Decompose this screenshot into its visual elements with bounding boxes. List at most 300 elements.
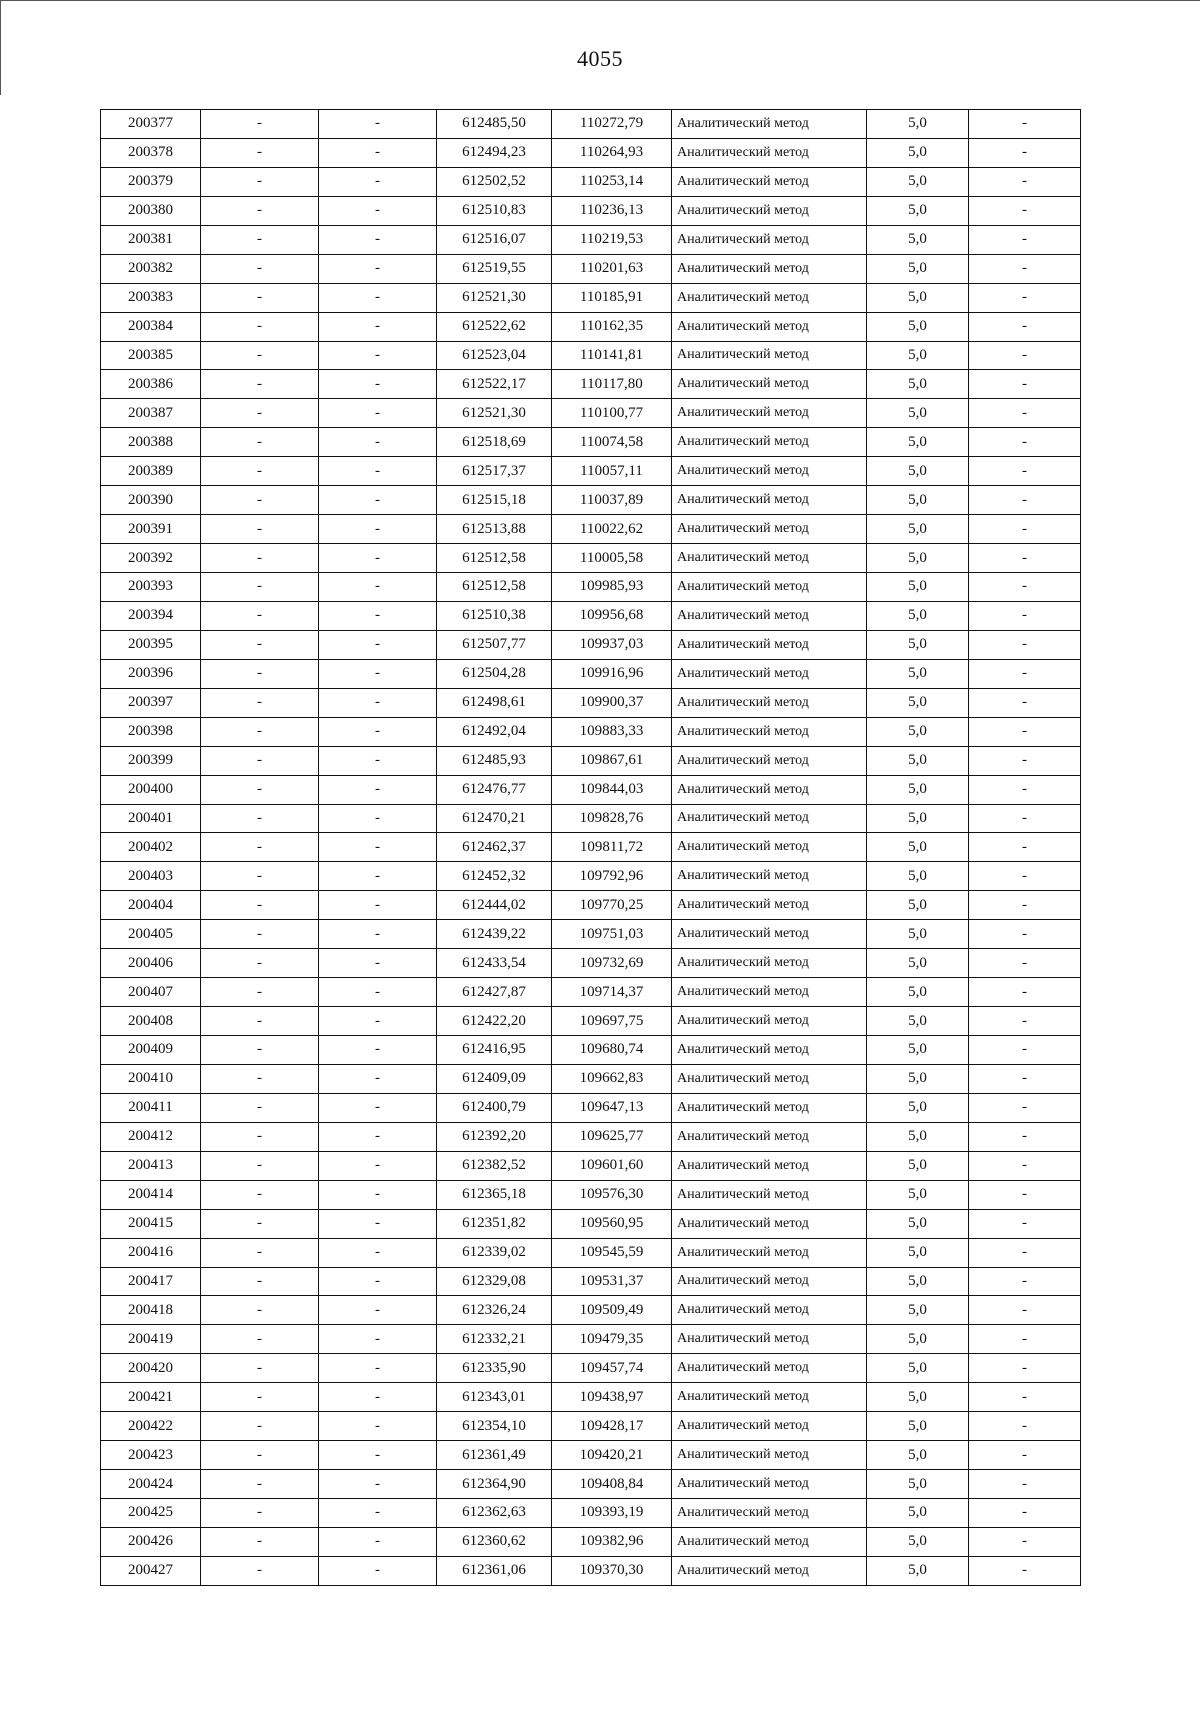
coord-x-cell: 612510,83 <box>437 196 552 225</box>
method-cell: Аналитический метод <box>672 1441 867 1470</box>
dash-cell-3: - <box>319 1122 437 1151</box>
coord-y-cell: 109844,03 <box>552 775 672 804</box>
table-row <box>101 1122 1081 1151</box>
table-row <box>101 746 1081 775</box>
method-cell: Аналитический метод <box>672 1122 867 1151</box>
dash-cell-3: - <box>319 370 437 399</box>
dash-cell-2: - <box>201 746 319 775</box>
coord-y-cell: 109438,97 <box>552 1383 672 1412</box>
method-cell: Аналитический метод <box>672 196 867 225</box>
dash-cell-3: - <box>319 1325 437 1354</box>
method-cell: Аналитический метод <box>672 601 867 630</box>
dash-cell-3: - <box>319 312 437 341</box>
precision-cell: 5,0 <box>867 920 969 949</box>
precision-cell: 5,0 <box>867 630 969 659</box>
table-row <box>101 717 1081 746</box>
precision-cell: 5,0 <box>867 1499 969 1528</box>
dash-cell-last: - <box>969 1209 1081 1238</box>
coord-y-cell: 110162,35 <box>552 312 672 341</box>
coord-y-cell: 110272,79 <box>552 110 672 139</box>
dash-cell-last: - <box>969 110 1081 139</box>
coord-y-cell: 109408,84 <box>552 1470 672 1499</box>
dash-cell-3: - <box>319 659 437 688</box>
precision-cell: 5,0 <box>867 862 969 891</box>
dash-cell-3: - <box>319 601 437 630</box>
point-id-cell: 200402 <box>101 833 201 862</box>
dash-cell-2: - <box>201 1122 319 1151</box>
precision-cell: 5,0 <box>867 573 969 602</box>
dash-cell-3: - <box>319 978 437 1007</box>
table-row <box>101 486 1081 515</box>
dash-cell-3: - <box>319 833 437 862</box>
dash-cell-3: - <box>319 804 437 833</box>
coord-x-cell: 612361,49 <box>437 1441 552 1470</box>
precision-cell: 5,0 <box>867 457 969 486</box>
point-id-cell: 200423 <box>101 1441 201 1470</box>
precision-cell: 5,0 <box>867 1180 969 1209</box>
precision-cell: 5,0 <box>867 775 969 804</box>
point-id-cell: 200405 <box>101 920 201 949</box>
dash-cell-2: - <box>201 717 319 746</box>
coord-y-cell: 109647,13 <box>552 1093 672 1122</box>
dash-cell-2: - <box>201 630 319 659</box>
coord-x-cell: 612512,58 <box>437 573 552 602</box>
coord-x-cell: 612439,22 <box>437 920 552 949</box>
dash-cell-3: - <box>319 1470 437 1499</box>
coord-x-cell: 612519,55 <box>437 254 552 283</box>
table-row <box>101 1412 1081 1441</box>
dash-cell-last: - <box>969 717 1081 746</box>
dash-cell-2: - <box>201 1238 319 1267</box>
coord-x-cell: 612400,79 <box>437 1093 552 1122</box>
coord-y-cell: 109714,37 <box>552 978 672 1007</box>
dash-cell-2: - <box>201 515 319 544</box>
point-id-cell: 200426 <box>101 1527 201 1556</box>
coord-y-cell: 110141,81 <box>552 341 672 370</box>
dash-cell-3: - <box>319 1036 437 1065</box>
dash-cell-last: - <box>969 688 1081 717</box>
table-row <box>101 167 1081 196</box>
table-row <box>101 630 1081 659</box>
point-id-cell: 200387 <box>101 399 201 428</box>
method-cell: Аналитический метод <box>672 688 867 717</box>
table-row <box>101 1209 1081 1238</box>
dash-cell-2: - <box>201 978 319 1007</box>
dash-cell-last: - <box>969 833 1081 862</box>
dash-cell-2: - <box>201 370 319 399</box>
coord-x-cell: 612515,18 <box>437 486 552 515</box>
coord-y-cell: 110201,63 <box>552 254 672 283</box>
precision-cell: 5,0 <box>867 746 969 775</box>
dash-cell-2: - <box>201 1412 319 1441</box>
dash-cell-last: - <box>969 862 1081 891</box>
dash-cell-last: - <box>969 1238 1081 1267</box>
point-id-cell: 200399 <box>101 746 201 775</box>
dash-cell-3: - <box>319 1180 437 1209</box>
dash-cell-3: - <box>319 110 437 139</box>
coord-x-cell: 612517,37 <box>437 457 552 486</box>
dash-cell-last: - <box>969 544 1081 573</box>
table-row <box>101 775 1081 804</box>
table-row <box>101 1151 1081 1180</box>
precision-cell: 5,0 <box>867 428 969 457</box>
method-cell: Аналитический метод <box>672 1499 867 1528</box>
table-row <box>101 457 1081 486</box>
table-row <box>101 138 1081 167</box>
dash-cell-last: - <box>969 775 1081 804</box>
dash-cell-2: - <box>201 1093 319 1122</box>
point-id-cell: 200397 <box>101 688 201 717</box>
method-cell: Аналитический метод <box>672 312 867 341</box>
coord-y-cell: 110057,11 <box>552 457 672 486</box>
precision-cell: 5,0 <box>867 601 969 630</box>
precision-cell: 5,0 <box>867 1383 969 1412</box>
point-id-cell: 200386 <box>101 370 201 399</box>
precision-cell: 5,0 <box>867 1354 969 1383</box>
method-cell: Аналитический метод <box>672 341 867 370</box>
method-cell: Аналитический метод <box>672 1470 867 1499</box>
dash-cell-last: - <box>969 630 1081 659</box>
dash-cell-2: - <box>201 1007 319 1036</box>
method-cell: Аналитический метод <box>672 1093 867 1122</box>
coord-y-cell: 109900,37 <box>552 688 672 717</box>
point-id-cell: 200395 <box>101 630 201 659</box>
point-id-cell: 200403 <box>101 862 201 891</box>
method-cell: Аналитический метод <box>672 775 867 804</box>
method-cell: Аналитический метод <box>672 1556 867 1585</box>
dash-cell-2: - <box>201 196 319 225</box>
precision-cell: 5,0 <box>867 399 969 428</box>
precision-cell: 5,0 <box>867 659 969 688</box>
dash-cell-3: - <box>319 1151 437 1180</box>
dash-cell-3: - <box>319 862 437 891</box>
dash-cell-3: - <box>319 1412 437 1441</box>
method-cell: Аналитический метод <box>672 891 867 920</box>
coord-y-cell: 109382,96 <box>552 1527 672 1556</box>
dash-cell-last: - <box>969 1296 1081 1325</box>
dash-cell-last: - <box>969 1267 1081 1296</box>
coord-x-cell: 612427,87 <box>437 978 552 1007</box>
point-id-cell: 200383 <box>101 283 201 312</box>
table-row <box>101 949 1081 978</box>
coord-y-cell: 109732,69 <box>552 949 672 978</box>
point-id-cell: 200413 <box>101 1151 201 1180</box>
point-id-cell: 200424 <box>101 1470 201 1499</box>
point-id-cell: 200396 <box>101 659 201 688</box>
table-row <box>101 1325 1081 1354</box>
point-id-cell: 200381 <box>101 225 201 254</box>
method-cell: Аналитический метод <box>672 254 867 283</box>
coord-y-cell: 110264,93 <box>552 138 672 167</box>
precision-cell: 5,0 <box>867 167 969 196</box>
dash-cell-2: - <box>201 110 319 139</box>
coord-x-cell: 612516,07 <box>437 225 552 254</box>
table-row <box>101 1527 1081 1556</box>
dash-cell-2: - <box>201 312 319 341</box>
point-id-cell: 200398 <box>101 717 201 746</box>
method-cell: Аналитический метод <box>672 370 867 399</box>
coord-y-cell: 110022,62 <box>552 515 672 544</box>
dash-cell-3: - <box>319 167 437 196</box>
dash-cell-3: - <box>319 688 437 717</box>
point-id-cell: 200419 <box>101 1325 201 1354</box>
method-cell: Аналитический метод <box>672 1238 867 1267</box>
dash-cell-2: - <box>201 167 319 196</box>
dash-cell-last: - <box>969 978 1081 1007</box>
precision-cell: 5,0 <box>867 1556 969 1585</box>
coord-y-cell: 109916,96 <box>552 659 672 688</box>
method-cell: Аналитический метод <box>672 746 867 775</box>
table-row <box>101 833 1081 862</box>
precision-cell: 5,0 <box>867 1093 969 1122</box>
coord-x-cell: 612362,63 <box>437 1499 552 1528</box>
coord-x-cell: 612409,09 <box>437 1064 552 1093</box>
dash-cell-last: - <box>969 196 1081 225</box>
precision-cell: 5,0 <box>867 1064 969 1093</box>
method-cell: Аналитический метод <box>672 1209 867 1238</box>
dash-cell-last: - <box>969 254 1081 283</box>
table-row <box>101 573 1081 602</box>
coord-x-cell: 612470,21 <box>437 804 552 833</box>
method-cell: Аналитический метод <box>672 486 867 515</box>
coord-y-cell: 109545,59 <box>552 1238 672 1267</box>
coord-x-cell: 612462,37 <box>437 833 552 862</box>
precision-cell: 5,0 <box>867 891 969 920</box>
dash-cell-last: - <box>969 920 1081 949</box>
method-cell: Аналитический метод <box>672 138 867 167</box>
dash-cell-last: - <box>969 891 1081 920</box>
dash-cell-3: - <box>319 717 437 746</box>
dash-cell-3: - <box>319 891 437 920</box>
coord-x-cell: 612498,61 <box>437 688 552 717</box>
method-cell: Аналитический метод <box>672 804 867 833</box>
dash-cell-3: - <box>319 254 437 283</box>
point-id-cell: 200404 <box>101 891 201 920</box>
coord-y-cell: 109697,75 <box>552 1007 672 1036</box>
precision-cell: 5,0 <box>867 341 969 370</box>
dash-cell-2: - <box>201 1036 319 1065</box>
dash-cell-last: - <box>969 1064 1081 1093</box>
method-cell: Аналитический метод <box>672 1383 867 1412</box>
dash-cell-last: - <box>969 457 1081 486</box>
method-cell: Аналитический метод <box>672 630 867 659</box>
table-row <box>101 1499 1081 1528</box>
method-cell: Аналитический метод <box>672 1007 867 1036</box>
coord-y-cell: 109479,35 <box>552 1325 672 1354</box>
method-cell: Аналитический метод <box>672 659 867 688</box>
dash-cell-last: - <box>969 1354 1081 1383</box>
coord-y-cell: 109985,93 <box>552 573 672 602</box>
coord-x-cell: 612326,24 <box>437 1296 552 1325</box>
point-id-cell: 200414 <box>101 1180 201 1209</box>
dash-cell-last: - <box>969 804 1081 833</box>
point-id-cell: 200421 <box>101 1383 201 1412</box>
dash-cell-2: - <box>201 1180 319 1209</box>
coord-x-cell: 612382,52 <box>437 1151 552 1180</box>
dash-cell-last: - <box>969 949 1081 978</box>
dash-cell-2: - <box>201 283 319 312</box>
precision-cell: 5,0 <box>867 1441 969 1470</box>
point-id-cell: 200422 <box>101 1412 201 1441</box>
table-row <box>101 1036 1081 1065</box>
table-row <box>101 515 1081 544</box>
dash-cell-2: - <box>201 601 319 630</box>
point-id-cell: 200394 <box>101 601 201 630</box>
coord-x-cell: 612507,77 <box>437 630 552 659</box>
coord-x-cell: 612452,32 <box>437 862 552 891</box>
dash-cell-2: - <box>201 254 319 283</box>
point-id-cell: 200420 <box>101 1354 201 1383</box>
dash-cell-2: - <box>201 1556 319 1585</box>
dash-cell-last: - <box>969 399 1081 428</box>
table-row <box>101 341 1081 370</box>
point-id-cell: 200409 <box>101 1036 201 1065</box>
method-cell: Аналитический метод <box>672 457 867 486</box>
table-row <box>101 312 1081 341</box>
coord-y-cell: 109531,37 <box>552 1267 672 1296</box>
point-id-cell: 200392 <box>101 544 201 573</box>
method-cell: Аналитический метод <box>672 225 867 254</box>
precision-cell: 5,0 <box>867 978 969 1007</box>
dash-cell-3: - <box>319 1007 437 1036</box>
coord-x-cell: 612502,52 <box>437 167 552 196</box>
point-id-cell: 200391 <box>101 515 201 544</box>
method-cell: Аналитический метод <box>672 978 867 1007</box>
precision-cell: 5,0 <box>867 1412 969 1441</box>
method-cell: Аналитический метод <box>672 515 867 544</box>
point-id-cell: 200378 <box>101 138 201 167</box>
coord-y-cell: 109662,83 <box>552 1064 672 1093</box>
coordinates-table <box>100 109 1081 1586</box>
dash-cell-3: - <box>319 1093 437 1122</box>
precision-cell: 5,0 <box>867 110 969 139</box>
dash-cell-3: - <box>319 283 437 312</box>
coord-x-cell: 612329,08 <box>437 1267 552 1296</box>
method-cell: Аналитический метод <box>672 1354 867 1383</box>
table-row <box>101 891 1081 920</box>
dash-cell-last: - <box>969 573 1081 602</box>
dash-cell-last: - <box>969 1441 1081 1470</box>
precision-cell: 5,0 <box>867 283 969 312</box>
dash-cell-last: - <box>969 659 1081 688</box>
coord-y-cell: 109428,17 <box>552 1412 672 1441</box>
dash-cell-3: - <box>319 1556 437 1585</box>
precision-cell: 5,0 <box>867 949 969 978</box>
coord-y-cell: 110185,91 <box>552 283 672 312</box>
dash-cell-2: - <box>201 1296 319 1325</box>
coord-x-cell: 612335,90 <box>437 1354 552 1383</box>
dash-cell-2: - <box>201 659 319 688</box>
precision-cell: 5,0 <box>867 254 969 283</box>
table-row <box>101 196 1081 225</box>
method-cell: Аналитический метод <box>672 920 867 949</box>
precision-cell: 5,0 <box>867 1267 969 1296</box>
point-id-cell: 200401 <box>101 804 201 833</box>
coord-x-cell: 612339,02 <box>437 1238 552 1267</box>
precision-cell: 5,0 <box>867 833 969 862</box>
dash-cell-last: - <box>969 601 1081 630</box>
coord-x-cell: 612351,82 <box>437 1209 552 1238</box>
coord-y-cell: 110005,58 <box>552 544 672 573</box>
coord-x-cell: 612364,90 <box>437 1470 552 1499</box>
dash-cell-last: - <box>969 1527 1081 1556</box>
precision-cell: 5,0 <box>867 1151 969 1180</box>
coord-x-cell: 612433,54 <box>437 949 552 978</box>
dash-cell-3: - <box>319 1441 437 1470</box>
coord-y-cell: 109770,25 <box>552 891 672 920</box>
precision-cell: 5,0 <box>867 1007 969 1036</box>
point-id-cell: 200390 <box>101 486 201 515</box>
coord-x-cell: 612422,20 <box>437 1007 552 1036</box>
dash-cell-3: - <box>319 1238 437 1267</box>
dash-cell-3: - <box>319 457 437 486</box>
table-row <box>101 1470 1081 1499</box>
dash-cell-3: - <box>319 1209 437 1238</box>
table-row <box>101 1007 1081 1036</box>
dash-cell-3: - <box>319 1354 437 1383</box>
coord-y-cell: 109751,03 <box>552 920 672 949</box>
dash-cell-2: - <box>201 891 319 920</box>
precision-cell: 5,0 <box>867 1122 969 1151</box>
coord-x-cell: 612485,93 <box>437 746 552 775</box>
dash-cell-2: - <box>201 1383 319 1412</box>
dash-cell-last: - <box>969 1180 1081 1209</box>
dash-cell-last: - <box>969 370 1081 399</box>
coord-y-cell: 110074,58 <box>552 428 672 457</box>
method-cell: Аналитический метод <box>672 573 867 602</box>
dash-cell-last: - <box>969 1470 1081 1499</box>
coord-y-cell: 109956,68 <box>552 601 672 630</box>
dash-cell-3: - <box>319 428 437 457</box>
precision-cell: 5,0 <box>867 196 969 225</box>
method-cell: Аналитический метод <box>672 1527 867 1556</box>
coord-y-cell: 109937,03 <box>552 630 672 659</box>
dash-cell-last: - <box>969 1556 1081 1585</box>
dash-cell-2: - <box>201 1499 319 1528</box>
method-cell: Аналитический метод <box>672 1267 867 1296</box>
dash-cell-last: - <box>969 515 1081 544</box>
method-cell: Аналитический метод <box>672 1325 867 1354</box>
coord-y-cell: 109601,60 <box>552 1151 672 1180</box>
scan-edge-top <box>0 0 1200 1</box>
precision-cell: 5,0 <box>867 138 969 167</box>
point-id-cell: 200407 <box>101 978 201 1007</box>
table-row <box>101 1296 1081 1325</box>
table-row <box>101 1354 1081 1383</box>
coord-x-cell: 612510,38 <box>437 601 552 630</box>
table-row <box>101 862 1081 891</box>
table-row <box>101 225 1081 254</box>
coord-y-cell: 109828,76 <box>552 804 672 833</box>
coord-x-cell: 612361,06 <box>437 1556 552 1585</box>
dash-cell-2: - <box>201 399 319 428</box>
table-row <box>101 978 1081 1007</box>
coord-y-cell: 109811,72 <box>552 833 672 862</box>
coord-y-cell: 110117,80 <box>552 370 672 399</box>
coord-x-cell: 612523,04 <box>437 341 552 370</box>
dash-cell-last: - <box>969 167 1081 196</box>
dash-cell-3: - <box>319 630 437 659</box>
dash-cell-last: - <box>969 1151 1081 1180</box>
coord-y-cell: 109867,61 <box>552 746 672 775</box>
dash-cell-2: - <box>201 1441 319 1470</box>
coord-y-cell: 109680,74 <box>552 1036 672 1065</box>
table-row <box>101 1383 1081 1412</box>
dash-cell-last: - <box>969 746 1081 775</box>
method-cell: Аналитический метод <box>672 1151 867 1180</box>
coord-y-cell: 109457,74 <box>552 1354 672 1383</box>
dash-cell-3: - <box>319 949 437 978</box>
